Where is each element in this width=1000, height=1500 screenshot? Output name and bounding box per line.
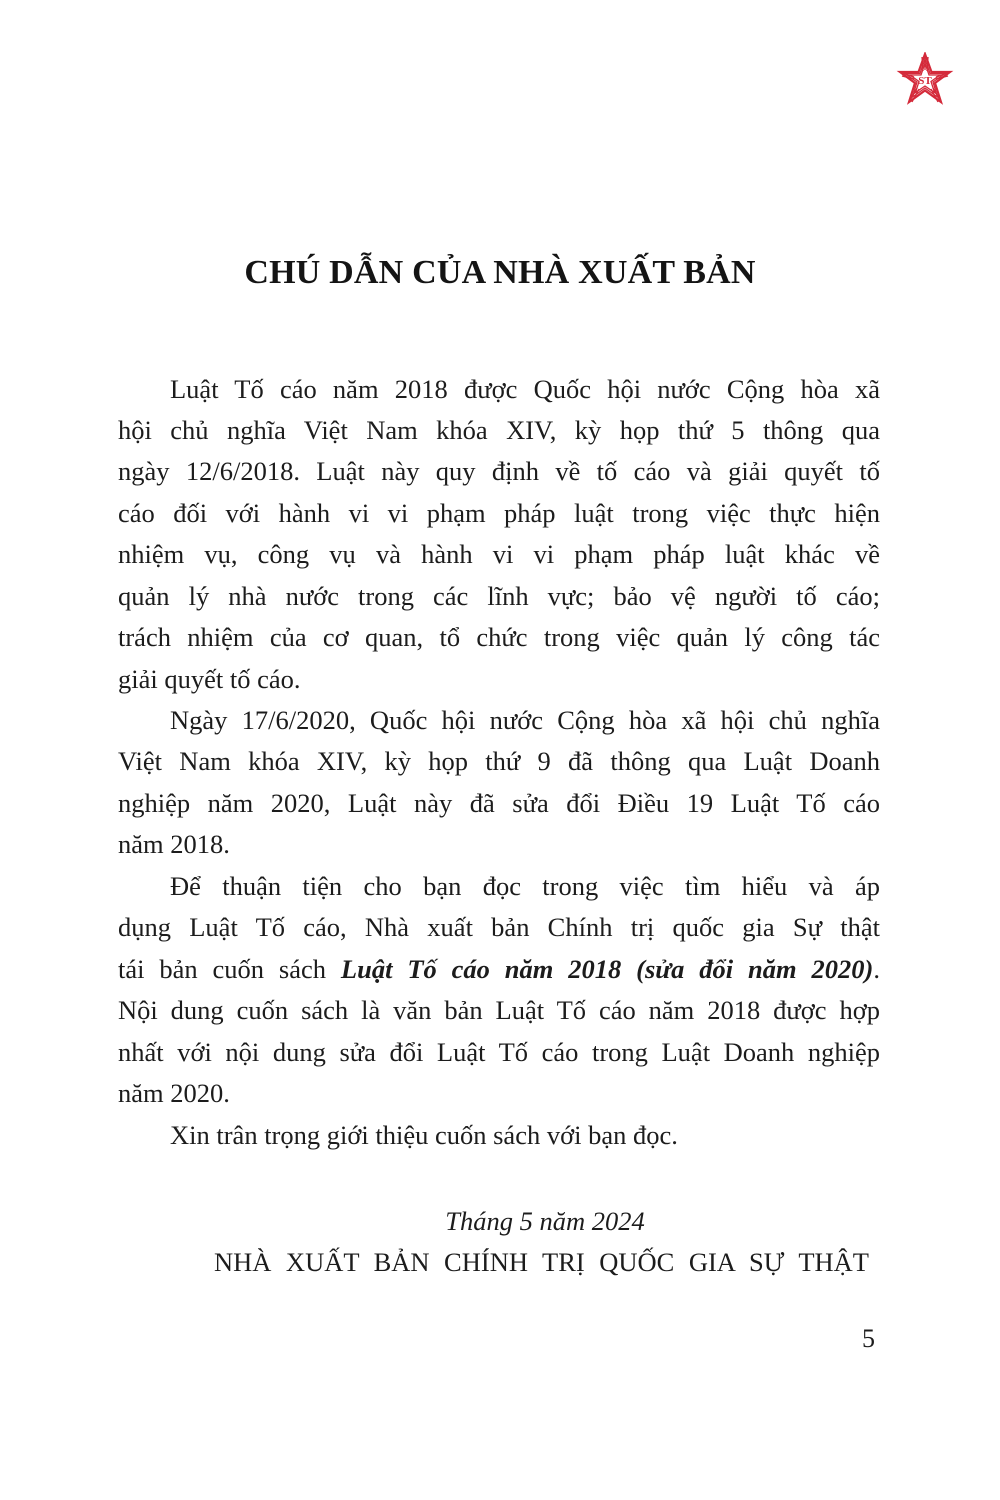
paragraph-3-suffix: .: [873, 954, 880, 984]
paragraph-1-line: cáo đối với hành vi vi phạm pháp luật trong việc thực hiện: [118, 498, 880, 528]
paragraph-1-line: giải quyết tố cáo.: [118, 664, 301, 694]
paragraph-2-line: Việt Nam khóa XIV, kỳ họp thứ 9 đã thông qua Luật Doanh: [118, 746, 880, 776]
paragraph-2-line: Ngày 17/6/2020, Quốc hội nước Cộng hòa xã hội chủ nghĩa: [170, 705, 880, 735]
paragraph-1-line: trách nhiệm của cơ quan, tổ chức trong việc quản lý công tác: [118, 622, 880, 652]
publisher-star-logo-icon: [896, 52, 954, 106]
paragraph-3-line: nhất với nội dung sửa đổi Luật Tố cáo trong Luật Doanh nghiệp: [118, 1037, 880, 1067]
paragraph-1-line: hội chủ nghĩa Việt Nam khóa XIV, kỳ họp thứ 5 thông qua: [118, 415, 880, 445]
book-title-emphasis: Luật Tố cáo năm 2018 (sửa đổi năm 2020): [340, 954, 874, 984]
paragraph-4-line: Xin trân trọng giới thiệu cuốn sách với bạn đọc.: [170, 1120, 678, 1150]
paragraph-3-emphasis-line: [118, 953, 880, 985]
paragraph-2-line: năm 2018.: [118, 829, 230, 859]
signature-date: Tháng 5 năm 2024: [445, 1206, 645, 1236]
paragraph-3-line: Nội dung cuốn sách là văn bản Luật Tố cáo năm 2018 được hợp: [118, 995, 880, 1025]
paragraph-1-line: Luật Tố cáo năm 2018 được Quốc hội nước Cộng hòa xã: [170, 374, 880, 404]
signature-organization: NHÀ XUẤT BẢN CHÍNH TRỊ QUỐC GIA SỰ THẬT: [214, 1247, 869, 1277]
paragraph-2-line: nghiệp năm 2020, Luật này đã sửa đổi Điều 19 Luật Tố cáo: [118, 788, 880, 818]
paragraph-3-prefix: tái bản cuốn sách: [118, 954, 341, 984]
paragraph-3-line: Để thuận tiện cho bạn đọc trong việc tìm hiểu và áp: [170, 871, 880, 901]
paragraph-3-line: dụng Luật Tố cáo, Nhà xuất bản Chính trị quốc gia Sự thật: [118, 912, 880, 942]
paragraph-3-line: năm 2020.: [118, 1078, 230, 1108]
svg-text:ST: ST: [918, 75, 932, 87]
paragraph-1-line: nhiệm vụ, công vụ và hành vi vi phạm pháp luật khác về: [118, 539, 880, 569]
page-title: CHÚ DẪN CỦA NHÀ XUẤT BẢN: [244, 254, 756, 291]
paragraph-1-line: ngày 12/6/2018. Luật này quy định về tố cáo và giải quyết tố: [118, 456, 880, 486]
paragraph-1-line: quản lý nhà nước trong các lĩnh vực; bảo vệ người tố cáo;: [118, 581, 880, 611]
page-number: 5: [862, 1324, 875, 1353]
